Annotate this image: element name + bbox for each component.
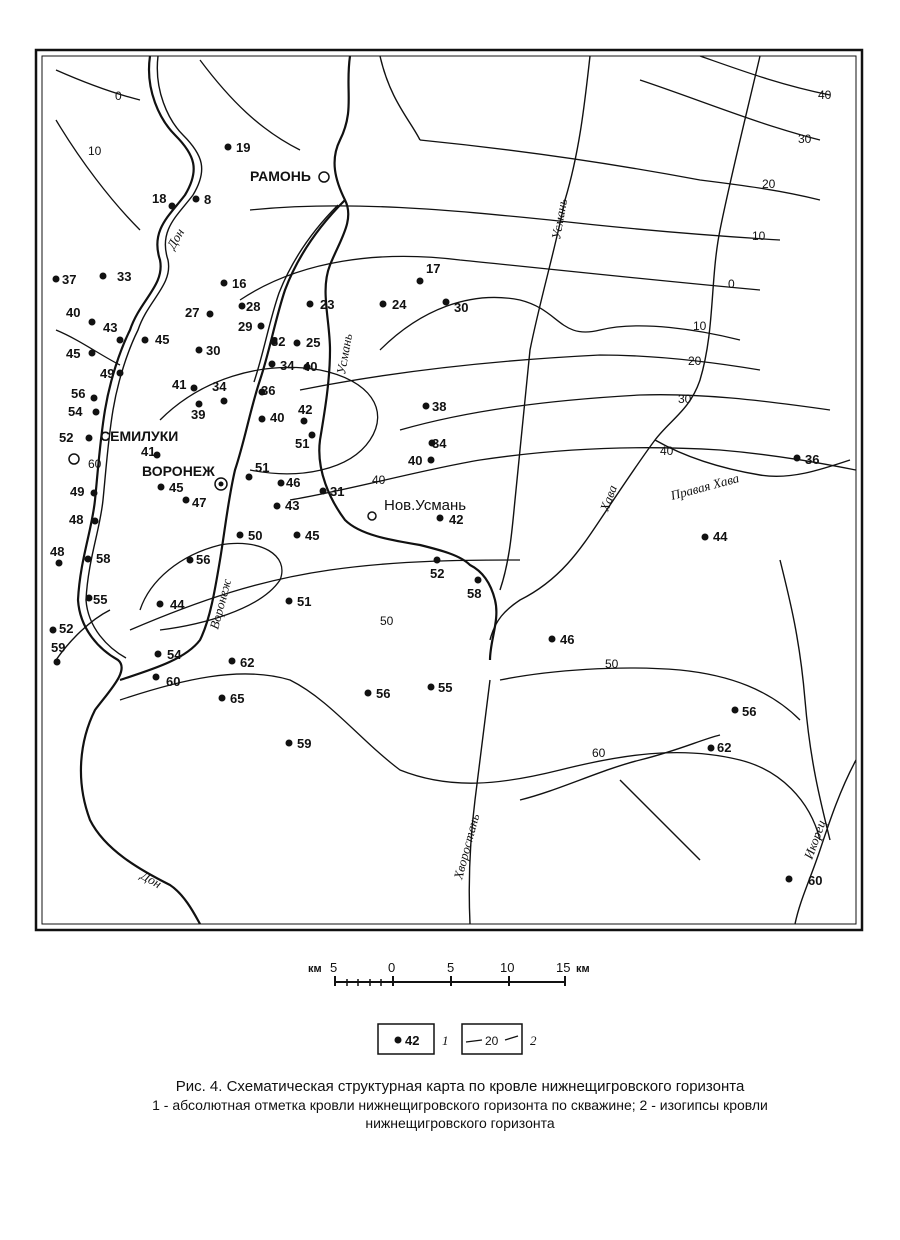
well-marker bbox=[153, 674, 160, 681]
town-marker-nov-usman bbox=[368, 512, 376, 520]
well-elevation-label: 54 bbox=[68, 404, 83, 419]
city-label-semiluki: СЕМИЛУКИ bbox=[100, 428, 179, 444]
isoline-20-ne bbox=[420, 140, 820, 200]
well-elevation-label: 50 bbox=[248, 528, 263, 543]
well-marker bbox=[269, 361, 276, 368]
well-elevation-label: 46 bbox=[286, 475, 301, 490]
well bbox=[50, 544, 64, 567]
well-elevation-label: 55 bbox=[93, 592, 108, 607]
well bbox=[142, 332, 170, 347]
isoline-label: 40 bbox=[372, 473, 386, 487]
well-elevation-label: 40 bbox=[303, 359, 318, 374]
well bbox=[59, 430, 93, 445]
well-marker bbox=[434, 557, 441, 564]
ikorets-river bbox=[795, 760, 856, 924]
town-marker-semiluki bbox=[69, 454, 79, 464]
well bbox=[219, 691, 245, 706]
well-elevation-label: 39 bbox=[191, 407, 206, 422]
well-marker bbox=[225, 144, 232, 151]
well-marker bbox=[294, 532, 301, 539]
well-elevation-label: 34 bbox=[432, 436, 447, 451]
river-label-khvorostan: Хворостань bbox=[450, 812, 483, 881]
isoline-label: 30 bbox=[798, 132, 812, 146]
well-marker bbox=[85, 556, 92, 563]
well-elevation-label: 41 bbox=[141, 444, 156, 459]
well-marker bbox=[117, 370, 124, 377]
well-elevation-label: 65 bbox=[230, 691, 245, 706]
isoline-30-east bbox=[400, 395, 830, 430]
isoline-label: 60 bbox=[88, 457, 102, 471]
well-marker bbox=[196, 347, 203, 354]
well bbox=[278, 475, 301, 490]
well-marker bbox=[86, 435, 93, 442]
isoline-label: 40 bbox=[660, 444, 674, 458]
well bbox=[294, 528, 320, 543]
well-elevation-label: 60 bbox=[166, 674, 181, 689]
river-labels bbox=[137, 197, 829, 891]
well-marker bbox=[258, 323, 265, 330]
well bbox=[53, 272, 77, 287]
well-marker bbox=[187, 557, 194, 564]
well-marker bbox=[417, 278, 424, 285]
map-frame-inner bbox=[42, 56, 856, 924]
well-elevation-label: 59 bbox=[51, 640, 66, 655]
well-elevation-label: 30 bbox=[206, 343, 221, 358]
well bbox=[158, 480, 184, 495]
well-elevation-label: 17 bbox=[426, 261, 441, 276]
scale-tick-label: 15 bbox=[556, 960, 571, 975]
usman-upper-river bbox=[500, 56, 590, 590]
well-marker bbox=[155, 651, 162, 658]
well-elevation-label: 45 bbox=[169, 480, 184, 495]
pravaya-khava-river bbox=[655, 440, 850, 476]
well bbox=[221, 276, 247, 291]
well-elevation-label: 40 bbox=[408, 453, 423, 468]
city-label-voronezh: ВОРОНЕЖ bbox=[142, 463, 215, 479]
well-elevation-label: 48 bbox=[50, 544, 65, 559]
well bbox=[428, 680, 453, 695]
well bbox=[71, 386, 98, 402]
well-elevation-label: 27 bbox=[185, 305, 200, 320]
well-elevation-label: 43 bbox=[285, 498, 300, 513]
isoline-label: 0 bbox=[728, 277, 735, 291]
well bbox=[68, 404, 100, 419]
well-marker bbox=[193, 196, 200, 203]
isoline-30-ne bbox=[640, 80, 820, 140]
isoline-label: 50 bbox=[380, 614, 394, 628]
well bbox=[467, 577, 482, 602]
isoline-label: 60 bbox=[592, 746, 606, 760]
well bbox=[103, 320, 124, 344]
well-marker bbox=[239, 303, 246, 310]
well-elevation-label: 56 bbox=[742, 704, 757, 719]
well-marker bbox=[428, 457, 435, 464]
scale-unit-right: км bbox=[576, 963, 590, 975]
well-elevation-label: 45 bbox=[66, 346, 81, 361]
well bbox=[274, 498, 300, 513]
well bbox=[196, 343, 221, 358]
well-elevation-label: 34 bbox=[280, 358, 295, 373]
well-elevation-label: 47 bbox=[192, 495, 207, 510]
isoline-label: 50 bbox=[605, 657, 619, 671]
isoline-label: 10 bbox=[693, 319, 707, 333]
well-elevation-label: 31 bbox=[330, 484, 345, 499]
well bbox=[320, 484, 345, 499]
well-marker bbox=[708, 745, 715, 752]
isoline-label: 20 bbox=[688, 354, 702, 368]
well-elevation-label: 49 bbox=[70, 484, 85, 499]
well bbox=[380, 297, 408, 312]
well-elevation-label: 8 bbox=[204, 192, 212, 207]
well-marker bbox=[86, 595, 93, 602]
tributary-1 bbox=[520, 735, 720, 800]
isoline-0-north bbox=[200, 60, 300, 150]
isoline-10-central bbox=[380, 297, 740, 350]
well bbox=[417, 261, 441, 285]
well-marker bbox=[437, 515, 444, 522]
well bbox=[246, 460, 270, 481]
well bbox=[303, 359, 317, 374]
tributary-2 bbox=[620, 780, 700, 860]
well-elevation-label: 29 bbox=[238, 319, 253, 334]
well bbox=[423, 399, 447, 414]
legend-well-dot bbox=[395, 1037, 402, 1044]
scale-tick-label: 10 bbox=[500, 960, 515, 975]
isoline-10-west bbox=[56, 120, 140, 230]
well-elevation-label: 19 bbox=[236, 140, 251, 155]
well-marker bbox=[794, 455, 801, 462]
legend bbox=[378, 1024, 537, 1054]
well-marker bbox=[294, 340, 301, 347]
well-marker bbox=[100, 273, 107, 280]
well bbox=[298, 402, 312, 425]
well-marker bbox=[259, 416, 266, 423]
well-elevation-label: 45 bbox=[305, 528, 320, 543]
isoline-labels bbox=[88, 88, 832, 760]
well bbox=[429, 436, 448, 451]
well bbox=[152, 191, 176, 210]
well-marker bbox=[117, 337, 124, 344]
isoline-label: 10 bbox=[752, 229, 766, 243]
well bbox=[549, 632, 575, 647]
well-marker bbox=[53, 276, 60, 283]
well-elevation-label: 58 bbox=[96, 551, 111, 566]
well bbox=[408, 453, 435, 468]
tributary-3 bbox=[780, 560, 830, 840]
well-elevation-label: 44 bbox=[713, 529, 728, 544]
river-label-voronezh: Воронеж bbox=[206, 577, 235, 631]
well-elevation-label: 34 bbox=[212, 379, 227, 394]
well-elevation-label: 42 bbox=[449, 512, 464, 527]
well-elevation-label: 52 bbox=[59, 621, 74, 636]
figure-caption bbox=[60, 1078, 860, 1132]
well-marker bbox=[89, 350, 96, 357]
isoline-10-north bbox=[250, 206, 780, 240]
well-elevation-label: 49 bbox=[100, 366, 115, 381]
well-marker bbox=[183, 497, 190, 504]
well-elevation-label: 18 bbox=[152, 191, 167, 206]
caption-title: Рис. 4. Схематическая структурная карта по кровле нижнещигровского горизонта bbox=[175, 1078, 745, 1095]
well-elevation-label: 51 bbox=[255, 460, 270, 475]
river-label-usman-north: Усмань bbox=[548, 197, 571, 241]
well-marker bbox=[93, 409, 100, 416]
well-elevation-label: 62 bbox=[717, 740, 732, 755]
well-marker bbox=[309, 432, 316, 439]
legend-iso-sample: 20 bbox=[485, 1034, 499, 1048]
well-marker bbox=[274, 503, 281, 510]
well-elevation-label: 46 bbox=[560, 632, 575, 647]
caption-legend-line-2: нижнещигровского горизонта bbox=[365, 1115, 555, 1131]
well bbox=[193, 192, 212, 207]
well bbox=[212, 379, 228, 405]
well-marker bbox=[207, 311, 214, 318]
well-elevation-label: 44 bbox=[170, 597, 185, 612]
well-elevation-label: 24 bbox=[392, 297, 407, 312]
river-label-ikorets: Икорец bbox=[800, 818, 829, 862]
well-marker bbox=[237, 532, 244, 539]
well bbox=[259, 410, 285, 425]
well bbox=[238, 319, 265, 334]
well-elevation-label: 56 bbox=[376, 686, 391, 701]
well-elevation-label: 38 bbox=[432, 399, 447, 414]
well bbox=[100, 269, 132, 284]
well bbox=[187, 552, 211, 567]
well-elevation-label: 43 bbox=[103, 320, 118, 335]
well-elevation-label: 51 bbox=[297, 594, 312, 609]
well bbox=[786, 873, 823, 888]
well-marker bbox=[307, 301, 314, 308]
well-marker bbox=[191, 385, 198, 392]
well-marker bbox=[443, 299, 450, 306]
well-elevation-label: 48 bbox=[69, 512, 84, 527]
well-elevation-label: 52 bbox=[59, 430, 74, 445]
well bbox=[69, 512, 99, 527]
well bbox=[153, 674, 181, 690]
isoline-50-south bbox=[130, 560, 520, 630]
well bbox=[430, 557, 444, 582]
river-label-khava: Хава bbox=[596, 482, 620, 514]
river-label-usman-mid: Усмань bbox=[333, 332, 356, 376]
well bbox=[732, 704, 757, 719]
well-elevation-label: 60 bbox=[808, 873, 823, 888]
well-marker bbox=[142, 337, 149, 344]
well-marker bbox=[428, 684, 435, 691]
well-elevation-label: 23 bbox=[320, 297, 335, 312]
well bbox=[437, 512, 464, 527]
well-elevation-label: 54 bbox=[167, 647, 182, 662]
well-marker bbox=[91, 490, 98, 497]
well bbox=[286, 594, 312, 609]
well-elevation-label: 56 bbox=[196, 552, 211, 567]
well-elevation-label: 40 bbox=[66, 305, 81, 320]
isoline-40-ne bbox=[700, 56, 830, 95]
well-marker bbox=[732, 707, 739, 714]
well bbox=[157, 597, 186, 612]
well bbox=[271, 334, 286, 349]
well-marker bbox=[169, 203, 176, 210]
well-elevation-label: 16 bbox=[232, 276, 247, 291]
well bbox=[702, 529, 729, 544]
isolines bbox=[56, 56, 856, 840]
river-label-don-bottom: Дон bbox=[138, 867, 165, 892]
well-marker bbox=[229, 658, 236, 665]
well-marker bbox=[219, 695, 226, 702]
well bbox=[66, 305, 96, 326]
well-elevation-label: 51 bbox=[295, 436, 310, 451]
well bbox=[85, 551, 111, 566]
well-marker bbox=[549, 636, 556, 643]
well bbox=[229, 655, 255, 670]
well-marker bbox=[221, 280, 228, 287]
well-elevation-label: 55 bbox=[438, 680, 453, 695]
well-marker bbox=[301, 418, 308, 425]
well-elevation-label: 33 bbox=[117, 269, 132, 284]
well-marker bbox=[286, 598, 293, 605]
city-label-nov-usman: Нов.Усмань bbox=[384, 497, 467, 514]
legend-iso-index: 2 bbox=[530, 1033, 537, 1048]
well-elevation-label: 37 bbox=[62, 272, 77, 287]
well-elevation-label: 45 bbox=[155, 332, 170, 347]
well-elevation-label: 52 bbox=[430, 566, 445, 581]
well-marker bbox=[786, 876, 793, 883]
well-elevation-label: 25 bbox=[306, 335, 321, 350]
well-marker bbox=[91, 395, 98, 402]
well-marker bbox=[158, 484, 165, 491]
isoline-label: 40 bbox=[818, 88, 832, 102]
well bbox=[294, 335, 321, 350]
well-marker bbox=[286, 740, 293, 747]
well-marker bbox=[50, 627, 57, 634]
well bbox=[239, 299, 261, 314]
well-elevation-label: 56 bbox=[71, 386, 86, 401]
well bbox=[51, 640, 65, 666]
well bbox=[237, 528, 263, 543]
well-elevation-label: 41 bbox=[172, 377, 187, 392]
town-marker-voronezh-inner bbox=[219, 482, 224, 487]
well bbox=[307, 297, 335, 312]
well-elevation-label: 36 bbox=[261, 383, 276, 398]
scale-tick-label: 5 bbox=[330, 960, 338, 975]
tributary-4 bbox=[380, 56, 420, 140]
well-marker bbox=[246, 474, 253, 481]
well bbox=[269, 358, 296, 373]
well-marker bbox=[89, 319, 96, 326]
well-marker bbox=[423, 403, 430, 410]
well bbox=[708, 740, 732, 755]
well bbox=[50, 621, 74, 636]
isoline-0-central bbox=[240, 256, 760, 300]
well-marker bbox=[365, 690, 372, 697]
well bbox=[225, 140, 251, 155]
well-elevation-label: 58 bbox=[467, 586, 482, 601]
well-elevation-label: 36 bbox=[805, 452, 820, 467]
isoline-label: 0 bbox=[115, 89, 122, 103]
city-label-ramon: РАМОНЬ bbox=[250, 168, 311, 184]
well bbox=[286, 736, 312, 751]
scale-bar bbox=[308, 960, 590, 986]
well bbox=[86, 592, 108, 607]
khvorostan-river bbox=[469, 680, 490, 924]
well bbox=[70, 484, 98, 499]
well-marker bbox=[278, 480, 285, 487]
well bbox=[185, 305, 214, 320]
well-elevation-label: 32 bbox=[271, 334, 286, 349]
well bbox=[141, 444, 161, 459]
scale-unit-left: км bbox=[308, 963, 322, 975]
well-elevation-label: 40 bbox=[270, 410, 285, 425]
well bbox=[794, 452, 820, 467]
isoline-label: 30 bbox=[678, 392, 692, 406]
well-elevation-label: 42 bbox=[298, 402, 313, 417]
well-marker bbox=[221, 398, 228, 405]
town-marker-ramon bbox=[319, 172, 329, 182]
well-marker bbox=[92, 518, 99, 525]
legend-well-sample: 42 bbox=[405, 1033, 420, 1048]
well-marker bbox=[702, 534, 709, 541]
well-marker bbox=[320, 488, 327, 495]
river-label-don-top: Дон bbox=[163, 225, 188, 252]
well-marker bbox=[157, 601, 164, 608]
well-marker bbox=[475, 577, 482, 584]
well-marker bbox=[54, 659, 61, 666]
legend-well-index: 1 bbox=[442, 1033, 449, 1048]
well-marker bbox=[56, 560, 63, 567]
isoline-0-west bbox=[56, 70, 140, 100]
river-label-pravaya-khava: Правая Хава bbox=[668, 470, 741, 503]
scale-tick-label: 0 bbox=[388, 960, 396, 975]
isoline-label: 10 bbox=[88, 144, 102, 158]
well bbox=[172, 377, 198, 392]
well bbox=[191, 401, 205, 423]
well bbox=[259, 383, 276, 398]
well bbox=[183, 495, 207, 510]
well-elevation-label: 62 bbox=[240, 655, 255, 670]
well-marker bbox=[380, 301, 387, 308]
well-elevation-label: 59 bbox=[297, 736, 312, 751]
well-elevation-label: 30 bbox=[454, 300, 469, 315]
well bbox=[365, 686, 391, 701]
isoline-label: 20 bbox=[762, 177, 776, 191]
caption-legend-line-1: 1 - абсолютная отметка кровли нижнещигровского горизонта по скважине; 2 - изогипсы кровли bbox=[152, 1097, 768, 1113]
well bbox=[295, 432, 316, 452]
scale-tick-label: 5 bbox=[447, 960, 455, 975]
well-elevation-label: 28 bbox=[246, 299, 261, 314]
well bbox=[155, 647, 183, 662]
